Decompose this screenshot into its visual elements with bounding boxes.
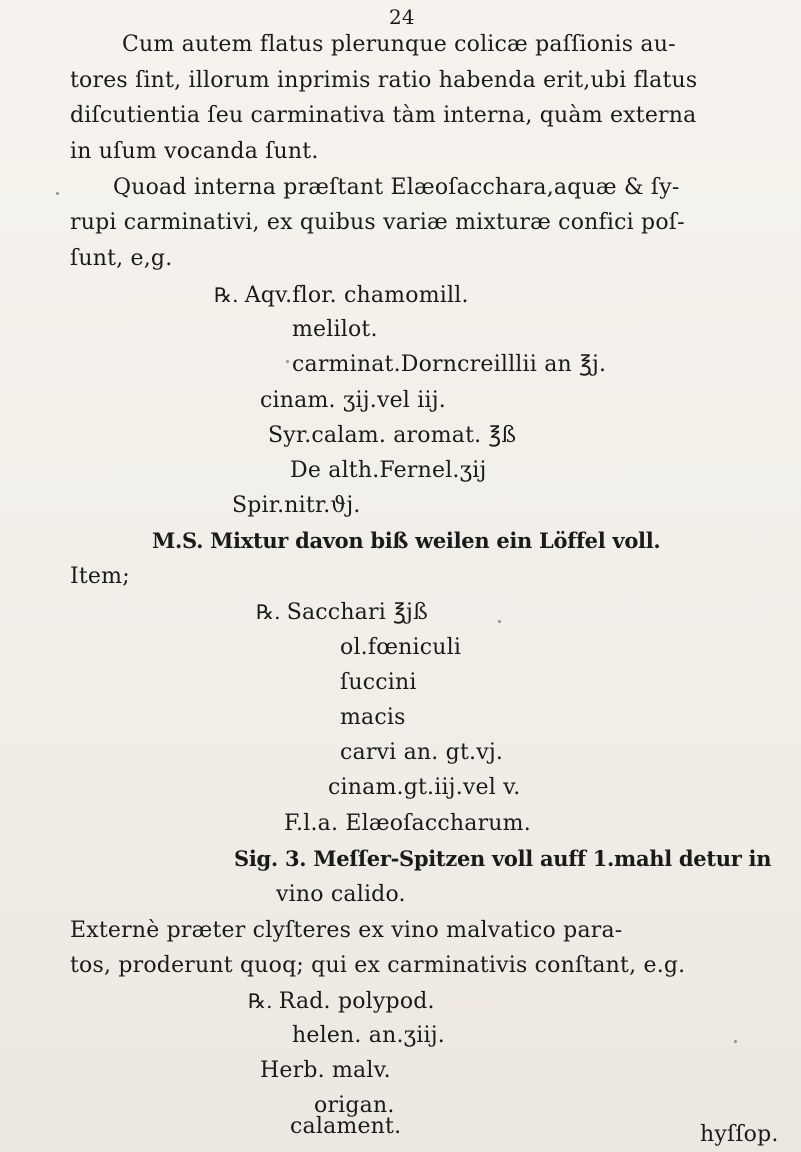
recipe-ingredient: calament. xyxy=(290,1114,402,1139)
text-line: diſcutientia ſeu carminativa tàm interna, quàm externa xyxy=(70,103,697,128)
text-line: vino calido. xyxy=(276,882,406,907)
recipe-ingredient: cinam. ʒij.vel iij. xyxy=(260,388,446,413)
recipe-ingredient: cinam.gt.iij.vel v. xyxy=(328,775,521,800)
recipe-ingredient: ſuccini xyxy=(340,670,417,695)
rx-symbol: ℞. xyxy=(248,989,273,1013)
paper-speck xyxy=(498,620,501,623)
rx-symbol: ℞. xyxy=(214,283,239,307)
text-line: rupi carminativi, ex quibus variæ mixturæ confici poſ- xyxy=(70,210,685,235)
recipe-ingredient: carvi an. gt.vj. xyxy=(340,740,504,765)
recipe-ingredient: De alth.Fernel.ʒij xyxy=(290,458,487,483)
recipe-signature: M.S. Mixtur davon biß weilen ein Löffel voll. xyxy=(152,528,661,553)
text-line: Item; xyxy=(70,564,130,589)
page-number: 24 xyxy=(389,5,415,29)
text-line: in uſum vocanda ſunt. xyxy=(70,139,319,164)
text-line: ſunt, e,g. xyxy=(70,246,173,271)
text-line: tores ſint, illorum inprimis ratio habenda erit,ubi flatus xyxy=(70,68,698,93)
recipe-line xyxy=(248,986,435,1017)
text-line: tos, proderunt quoq; qui ex carminativis conſtant, e.g. xyxy=(70,953,686,978)
text-line: Cum autem flatus plerunque colicæ paſſionis au- xyxy=(122,32,676,57)
recipe-ingredient: helen. an.ʒiij. xyxy=(292,1023,445,1048)
recipe-signature: Sig. 3. Meſſer-Spitzen voll auff 1.mahl detur in xyxy=(234,846,772,871)
recipe-ingredient: ol.fœniculi xyxy=(340,635,462,660)
recipe-ingredient: Spir.nitr.ϑj. xyxy=(232,493,361,518)
text-line: Quoad interna præſtant Elæoſacchara,aquæ & ſy- xyxy=(113,175,680,200)
rx-symbol: ℞. xyxy=(256,600,281,624)
recipe-ingredient: Herb. malv. xyxy=(260,1058,391,1083)
recipe-ingredient: Syr.calam. aromat. ℥ß xyxy=(268,423,517,448)
paper-speck xyxy=(56,192,59,195)
recipe-line xyxy=(256,597,428,628)
recipe-ingredient: Aqv.flor. chamomill. xyxy=(244,283,469,308)
paper-speck xyxy=(734,1040,737,1043)
recipe-ingredient: F.l.a. Elæoſaccharum. xyxy=(284,811,531,836)
catchword: hyſſop. xyxy=(700,1122,779,1147)
recipe-ingredient: carminat.Dorncreilllii an ℥j. xyxy=(292,352,607,377)
recipe-ingredient: Rad. polypod. xyxy=(278,989,435,1014)
recipe-ingredient: macis xyxy=(340,705,406,730)
recipe-ingredient: origan. xyxy=(314,1093,395,1118)
recipe-ingredient: Sacchari ℥jß xyxy=(286,600,428,625)
recipe-line xyxy=(214,280,469,311)
recipe-ingredient: melilot. xyxy=(292,317,378,342)
text-line: Externè præter clyſteres ex vino malvatico para- xyxy=(70,918,623,943)
paper-speck xyxy=(286,360,289,363)
